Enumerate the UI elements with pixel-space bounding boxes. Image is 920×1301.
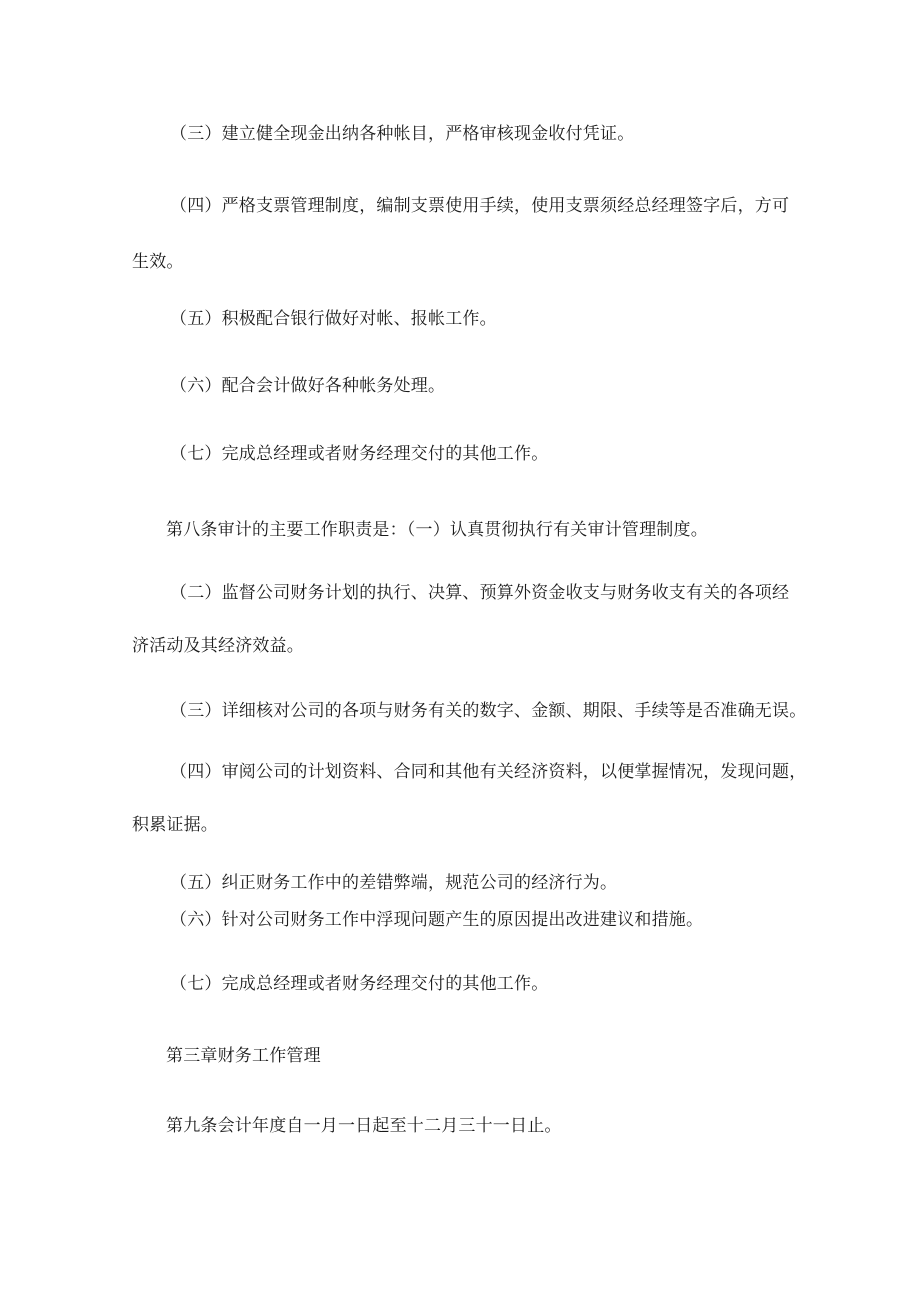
paragraph-line: （七）完成总经理或者财务经理交付的其他工作。 xyxy=(170,444,549,464)
paragraph-line: （六）配合会计做好各种帐务处理。 xyxy=(170,376,446,396)
paragraph-line: （四）严格支票管理制度，编制支票使用手续，使用支票须经总经理签字后，方可 xyxy=(170,196,790,216)
paragraph-line: （三）建立健全现金出纳各种帐目，严格审核现金收付凭证。 xyxy=(170,124,635,144)
paragraph-line: 生效。 xyxy=(132,252,184,272)
paragraph-line: （六）针对公司财务工作中浮现问题产生的原因提出改进建议和措施。 xyxy=(170,910,704,930)
paragraph-line: （五）积极配合银行做好对帐、报帐工作。 xyxy=(170,309,497,329)
article-heading-9: 第九条会计年度自一月一日起至十二月三十一日止。 xyxy=(166,1116,562,1136)
chapter-heading: 第三章财务工作管理 xyxy=(166,1046,321,1066)
paragraph-line: （三）详细核对公司的各项与财务有关的数字、金额、期限、手续等是否准确无误。 xyxy=(170,701,807,721)
paragraph-line: （四）审阅公司的计划资料、合同和其他有关经济资料，以便掌握情况，发现问题， xyxy=(170,762,807,782)
paragraph-line: 济活动及其经济效益。 xyxy=(132,636,304,656)
paragraph-line: （五）纠正财务工作中的差错弊端，规范公司的经济行为。 xyxy=(170,873,618,893)
paragraph-line: 积累证据。 xyxy=(132,815,218,835)
paragraph-line: （七）完成总经理或者财务经理交付的其他工作。 xyxy=(170,974,549,994)
paragraph-line: （二）监督公司财务计划的执行、决算、预算外资金收支与财务收支有关的各项经 xyxy=(170,583,790,603)
article-heading-8: 第八条审计的主要工作职责是：（一）认真贯彻执行有关审计管理制度。 xyxy=(166,520,708,540)
